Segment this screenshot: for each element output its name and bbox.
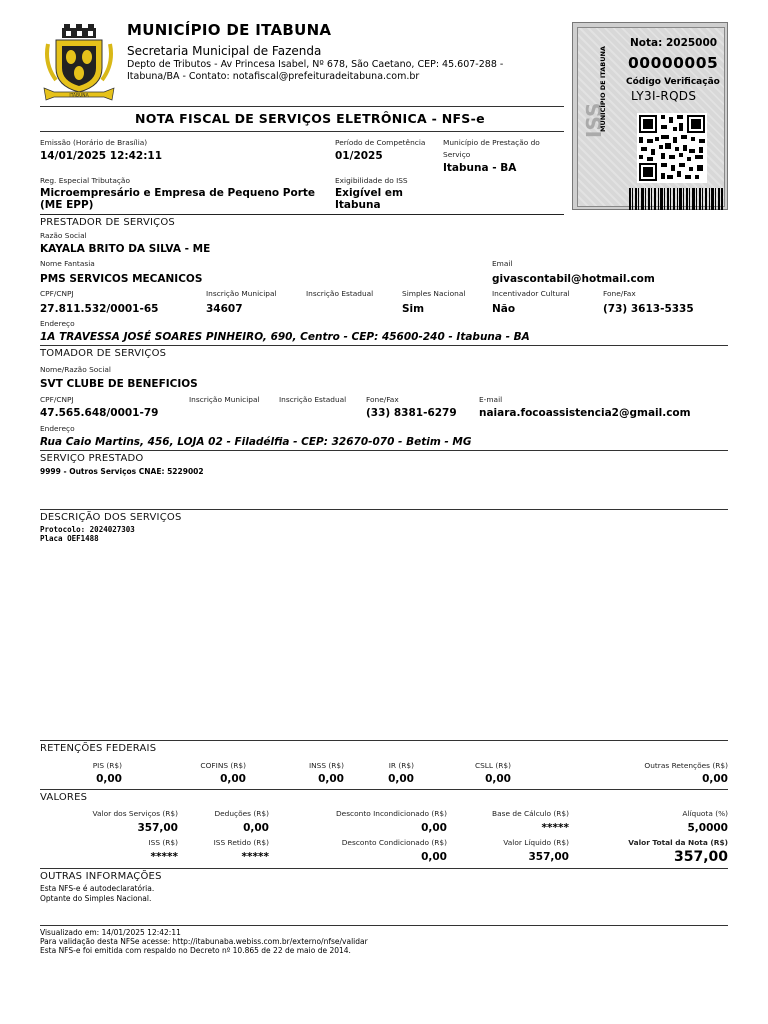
other-info-line2: Optante do Simples Nacional. [40, 894, 152, 903]
rate-value: 5,0000 [687, 822, 728, 834]
special-regime-label: Reg. Especial Tributação [40, 176, 130, 185]
net-value: 357,00 [528, 851, 569, 863]
client-cnpj-value: 47.565.648/0001-79 [40, 407, 159, 419]
provider-phone-label: Fone/Fax [603, 289, 636, 298]
svg-text:ITABUNA: ITABUNA [69, 93, 89, 99]
stamp-inner [577, 27, 725, 207]
invoice-series: Nota: 2025000 [630, 37, 718, 49]
ir-label: IR (R$) [388, 761, 414, 770]
other-info-section-title: OUTRAS INFORMAÇÕES [40, 871, 162, 882]
iss-exigibility-value-2: Itabuna [335, 199, 381, 211]
provider-company-value: KAYALA BRITO DA SILVA - ME [40, 243, 211, 255]
invoice-stamp [572, 22, 728, 210]
iss-exigibility-label: Exigibilidade do ISS [335, 176, 408, 185]
footer-validation-link[interactable]: Para validação desta NFSe acesse: http://itabunaba.webiss.com.br/externo/nfse/validar [40, 937, 368, 946]
provider-email-value[interactable]: givascontabil@hotmail.com [492, 273, 655, 285]
client-phone-label: Fone/Fax [366, 395, 399, 404]
client-email-label: E-mail [479, 395, 503, 404]
other-info-line1: Esta NFS-e é autodeclaratória. [40, 884, 155, 893]
provider-state-reg-label: Inscrição Estadual [306, 289, 374, 298]
values-section-title: VALORES [40, 792, 88, 803]
provider-simples-label: Simples Nacional [402, 289, 466, 298]
csll-value: 0,00 [485, 773, 511, 785]
client-state-reg-label: Inscrição Estadual [279, 395, 347, 404]
service-municipality-label-1: Município de Prestação do [443, 138, 540, 147]
stamp-watermark: ISS [582, 102, 606, 138]
other-info-divider [40, 925, 728, 926]
header-address [127, 59, 557, 83]
iss-value: ***** [150, 851, 178, 863]
verification-code-label: Código Verificação [626, 77, 720, 87]
provider-section-title: PRESTADOR DE SERVIÇOS [40, 217, 175, 228]
emission-divider [40, 214, 564, 215]
municipality-name: MUNICÍPIO DE ITABUNA [127, 21, 332, 39]
provider-address-label: Endereço [40, 319, 75, 328]
cofins-label: COFINS (R$) [200, 761, 246, 770]
deductions-value: 0,00 [243, 822, 269, 834]
emission-label: Emissão (Horário de Brasília) [40, 138, 148, 147]
withholdings-divider [40, 789, 728, 790]
provider-divider [40, 345, 728, 346]
net-value-label: Valor Líquido (R$) [503, 838, 569, 847]
rate-label: Alíquota (%) [682, 809, 728, 818]
stamp-vertical-text: MUNICÍPIO DE ITABUNA [599, 46, 607, 132]
total-value: 357,00 [673, 849, 728, 865]
description-section-title: DESCRIÇÃO DOS SERVIÇOS [40, 512, 182, 523]
service-divider [40, 509, 728, 510]
provider-cnpj-value: 27.811.532/0001-65 [40, 303, 159, 315]
csll-label: CSLL (R$) [474, 761, 511, 770]
special-regime-value-1: Microempresário e Empresa de Pequeno Porte [40, 187, 316, 199]
client-divider [40, 450, 728, 451]
service-municipality-label-2: Serviço [443, 150, 471, 159]
ir-value: 0,00 [388, 773, 414, 785]
header-divider [40, 106, 564, 107]
header-address-line1: Depto de Tributos - Av Princesa Isabel, Nº 678, São Caetano, CEP: 45.607-288 - [127, 59, 504, 70]
conditional-discount-value: 0,00 [421, 851, 447, 863]
municipal-coat-of-arms [42, 24, 116, 104]
iss-exigibility-value-1: Exigível em [335, 187, 403, 199]
special-regime-value-2: (ME EPP) [40, 199, 94, 211]
provider-municipal-reg-value: 34607 [206, 303, 243, 315]
service-section-title: SERVIÇO PRESTADO [40, 453, 144, 464]
title-divider [40, 131, 564, 132]
secretariat-name: Secretaria Municipal de Fazenda [127, 44, 322, 58]
iss-withheld-value: ***** [241, 851, 269, 863]
footer-decree: Esta NFS-e foi emitida com respaldo no Decreto nº 10.865 de 22 de maio de 2014. [40, 946, 351, 955]
client-name-value: SVT CLUBE DE BENEFICIOS [40, 378, 198, 390]
header-address-line2: Itabuna/BA - Contato: notafiscal@prefeituradeitabuna.com.br [127, 71, 420, 82]
other-withholdings-label: Outras Retenções (R$) [644, 761, 728, 770]
cofins-value: 0,00 [220, 773, 246, 785]
competence-label: Período de Competência [335, 138, 426, 147]
service-code: 9999 - Outros Serviços CNAE: 5229002 [40, 467, 204, 476]
competence-value: 01/2025 [335, 150, 383, 162]
provider-email-label: Email [492, 259, 513, 268]
conditional-discount-label: Desconto Condicionado (R$) [341, 838, 447, 847]
withholdings-section-title: RETENÇÕES FEDERAIS [40, 743, 157, 754]
client-name-label: Nome/Razão Social [40, 365, 111, 374]
unconditional-discount-value: 0,00 [421, 822, 447, 834]
description-divider [40, 740, 728, 741]
provider-trade-name-label: Nome Fantasia [40, 259, 95, 268]
client-address-label: Endereço [40, 424, 75, 433]
provider-address-value: 1A TRAVESSA JOSÉ SOARES PINHEIRO, 690, Centro - CEP: 45600-240 - Itabuna - BA [40, 331, 530, 343]
iss-label: ISS (R$) [148, 838, 178, 847]
client-section-title: TOMADOR DE SERVIÇOS [40, 348, 167, 359]
service-value: 357,00 [137, 822, 178, 834]
description-line2: Placa OEF1488 [40, 534, 99, 543]
description-line1: Protocolo: 2024027303 [40, 525, 135, 534]
footer-viewed-at: Visualizado em: 14/01/2025 12:42:11 [40, 928, 181, 937]
provider-simples-value: Sim [402, 303, 425, 315]
provider-company-label: Razão Social [40, 231, 87, 240]
invoice-number: 00000005 [628, 54, 719, 72]
values-divider [40, 868, 728, 869]
tax-base-label: Base de Cálculo (R$) [492, 809, 569, 818]
client-email-value[interactable]: naiara.focoassistencia2@gmail.com [479, 407, 691, 419]
inss-label: INSS (R$) [308, 761, 344, 770]
service-municipality-value: Itabuna - BA [443, 162, 517, 174]
provider-cnpj-label: CPF/CNPJ [40, 289, 74, 298]
unconditional-discount-label: Desconto Incondicionado (R$) [335, 809, 447, 818]
provider-phone-value: (73) 3613-5335 [603, 303, 694, 315]
document-title: NOTA FISCAL DE SERVIÇOS ELETRÔNICA - NFS-e [135, 111, 485, 126]
other-withholdings-value: 0,00 [702, 773, 728, 785]
barcode-icon [629, 188, 724, 210]
client-phone-value: (33) 8381-6279 [366, 407, 457, 419]
service-value-label: Valor dos Serviços (R$) [92, 809, 178, 818]
emission-value: 14/01/2025 12:42:11 [40, 150, 163, 162]
qr-code-icon[interactable] [637, 113, 707, 183]
iss-withheld-label: ISS Retido (R$) [213, 838, 269, 847]
deductions-label: Deduções (R$) [214, 809, 269, 818]
provider-trade-name-value: PMS SERVICOS MECANICOS [40, 273, 203, 285]
inss-value: 0,00 [318, 773, 344, 785]
provider-incentive-value: Não [492, 303, 516, 315]
verification-code: LY3I-RQDS [631, 89, 697, 103]
client-cnpj-label: CPF/CNPJ [40, 395, 74, 404]
provider-municipal-reg-label: Inscrição Municipal [206, 289, 277, 298]
total-label: Valor Total da Nota (R$) [628, 838, 728, 847]
tax-base-value: ***** [541, 822, 569, 834]
pis-label: PIS (R$) [92, 761, 122, 770]
provider-incentive-label: Incentivador Cultural [492, 289, 570, 298]
pis-value: 0,00 [96, 773, 122, 785]
client-address-value: Rua Caio Martins, 456, LOJA 02 - Filadélfia - CEP: 32670-070 - Betim - MG [40, 436, 472, 448]
client-municipal-reg-label: Inscrição Municipal [189, 395, 260, 404]
